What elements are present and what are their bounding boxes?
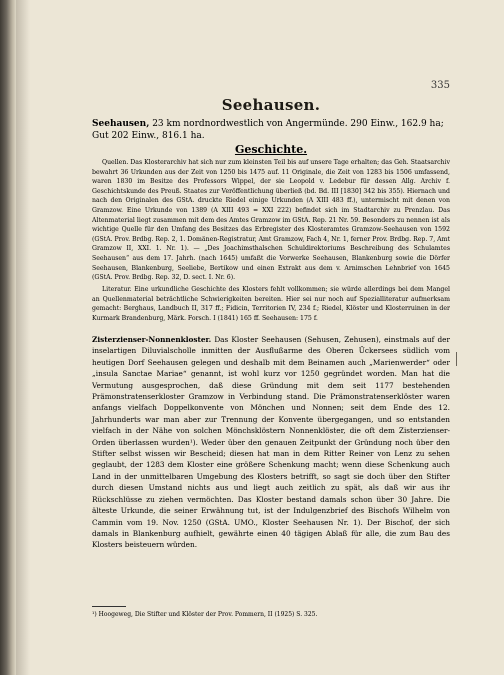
lead-text: 23 km nordnordwestlich von Angermünde. 290 Einw., 162.9 ha; Gut 202 Einw., 816.1 ha. xyxy=(92,119,444,141)
margin-mark xyxy=(456,352,461,366)
literature-paragraph: Literatur. Eine urkundliche Geschichte des Klosters fehlt vollkommen; sie würde allerdings bei dem Mangel an Quellenmaterial beträchtliche Schwierigkeiten bereiten. Hier sei nur noch auf Spezialliteratur aufmerksam gemacht: Berghaus, Landbuch II, 317 ff.; Fidicin, Territorien IV, 234 f.; Riedel, Klöster und Klosterruinen in der Kurmark Brandenburg, Märk. Forsch. I (1841) 165 ff. Seehausen: 175 f. xyxy=(92,286,450,322)
body-text: Das Kloster Seehausen (Sehusen, Zehusen), einstmals auf der inselartigen Diluvialscholle inmitten der Ausflußarme des Oberen Ückersees südlich vom heutigen Dorf Seehausen gelegen und deshalb mit dem Beinamen auch „Marienwerder“ oder „insula Sanctae Mariae“ genannt, ist wohl kurz vor 1250 gegründet worden. Man hat die Vermutung ausgesprochen, daß diese Gründung mit dem seit 1177 bestehenden Prämonstratenserkloster Gramzow in Verbindung stand. Die Prämonstratenserklöster waren anfangs vielfach Doppelkonvente von Mönchen und Nonnen; seit dem Ende des 12. Jahrhunderts war man aber zur Trennung der Konvente übergegangen, und so entstanden vielfach in der Nähe von solchen Mönchsklöstern Nonnenklöster, die oft dem Zisterzienser-Orden überlassen wurden¹). Weder über den genauen Zeitpunkt der Gründung noch über den Stifter selbst wissen wir Bescheid; diesen hat man in dem Ritter Reiner von Lenz zu sehen geglaubt, der 1283 dem Kloster eine größere Schenkung macht; wenn diese Schenkung auch Land in der unmittelbaren Umgebung des Klosters betrifft, so sagt sie doch über den Stifter durch diesen Umstand nichts aus und liegt auch zeitlich zu spät, als daß wir aus ihr Rückschlüsse zu ziehen vermöchten. Das Kloster bestand damals schon über 30 Jahre. Die älteste Urkunde, die seiner Erwähnung tut, ist der Indulgenzbrief des Bischofs Wilhelm von Cammin vom 19. Nov. 1250 (GStA. UMO., Kloster Seehausen Nr. 1). Der Bischof, der sich damals in Blankenburg aufhielt, gewährte einen 40 tägigen Ablaß für alle, die zum Bau des Klosters beisteuern würden. xyxy=(92,335,450,550)
page-number: 335 xyxy=(430,80,450,91)
footnote: ¹) Hoogeweg, Die Stifter und Klöster der Prov. Pommern, II (1925) S. 325. xyxy=(92,611,318,618)
body-paragraph xyxy=(92,334,450,551)
body-heading: Zisterzienser-Nonnenkloster. xyxy=(92,335,212,344)
page-title: Seehausen. xyxy=(221,96,321,114)
lead-place-name: Seehausen, xyxy=(92,119,150,129)
gutter-shadow xyxy=(16,0,30,675)
section-title: Geschichte. xyxy=(234,143,308,156)
sources-paragraph: Quellen. Das Klosterarchiv hat sich nur zum kleinsten Teil bis auf unsere Tage erhalten; das Geh. Staatsarchiv bewahrt 36 Urkunden aus der Zeit von 1250 bis 1475 auf. 11 Originale, die Zeit von 1283 bis 1506 umfassend, waren 1830 im Besitze des Professors Wippel, der sie Leopold v. Ledebur für dessen Allg. Archiv f. Geschichtskunde des Preuß. Staates zur Veröffentlichung überließ (bd. Bd. III [1830] 342 bis 355). Hiernach und nach den Originalen des GStA. druckte Riedel einige Urkunden (A XIII 483 ff.), untermischt mit denen von Gramzow. Eine Urkunde von 1389 (A XIII 493 = XXI 222) befindet sich im Stadtarchiv zu Prenzlau. Das Altenmaterial liegt zusammen mit dem des Amtes Gramzow im GStA. Rep. 21 Nr. 59. Besonders zu nennen ist als wichtige Quelle für den Umfang des Besitzes das Erbregister des Klosteramtes Gramzow-Seehausen von 1592 (GStA. Prov. Brdbg. Rep. 2, 1. Domänen-Registratur, Amt Gramzow, Fach 4, Nr. 1, ferner Prov. Brdbg. Rep. 7, Amt Gramzow II, XXI. 1. Nr. 1). — „Des Joachimsthalschen Schuldirektoriums Beschreibung des Schulamtes Seehausen“ aus dem 17. Jahrh. (nach 1645) umfaßt die Vorwerke Seehausen, Blankenburg sowie die Dörfer Seehausen, Blankenburg, Seeliebe, Bertikow und einen Extrakt aus dem v. Arnimschen Lehnbrief von 1645 (GStA. Prov. Brdbg. Rep. 32, D. sect. I. Nr. 6). xyxy=(92,159,450,282)
book-spine xyxy=(0,0,16,675)
footnote-rule xyxy=(92,606,126,607)
lead-paragraph xyxy=(92,118,450,142)
